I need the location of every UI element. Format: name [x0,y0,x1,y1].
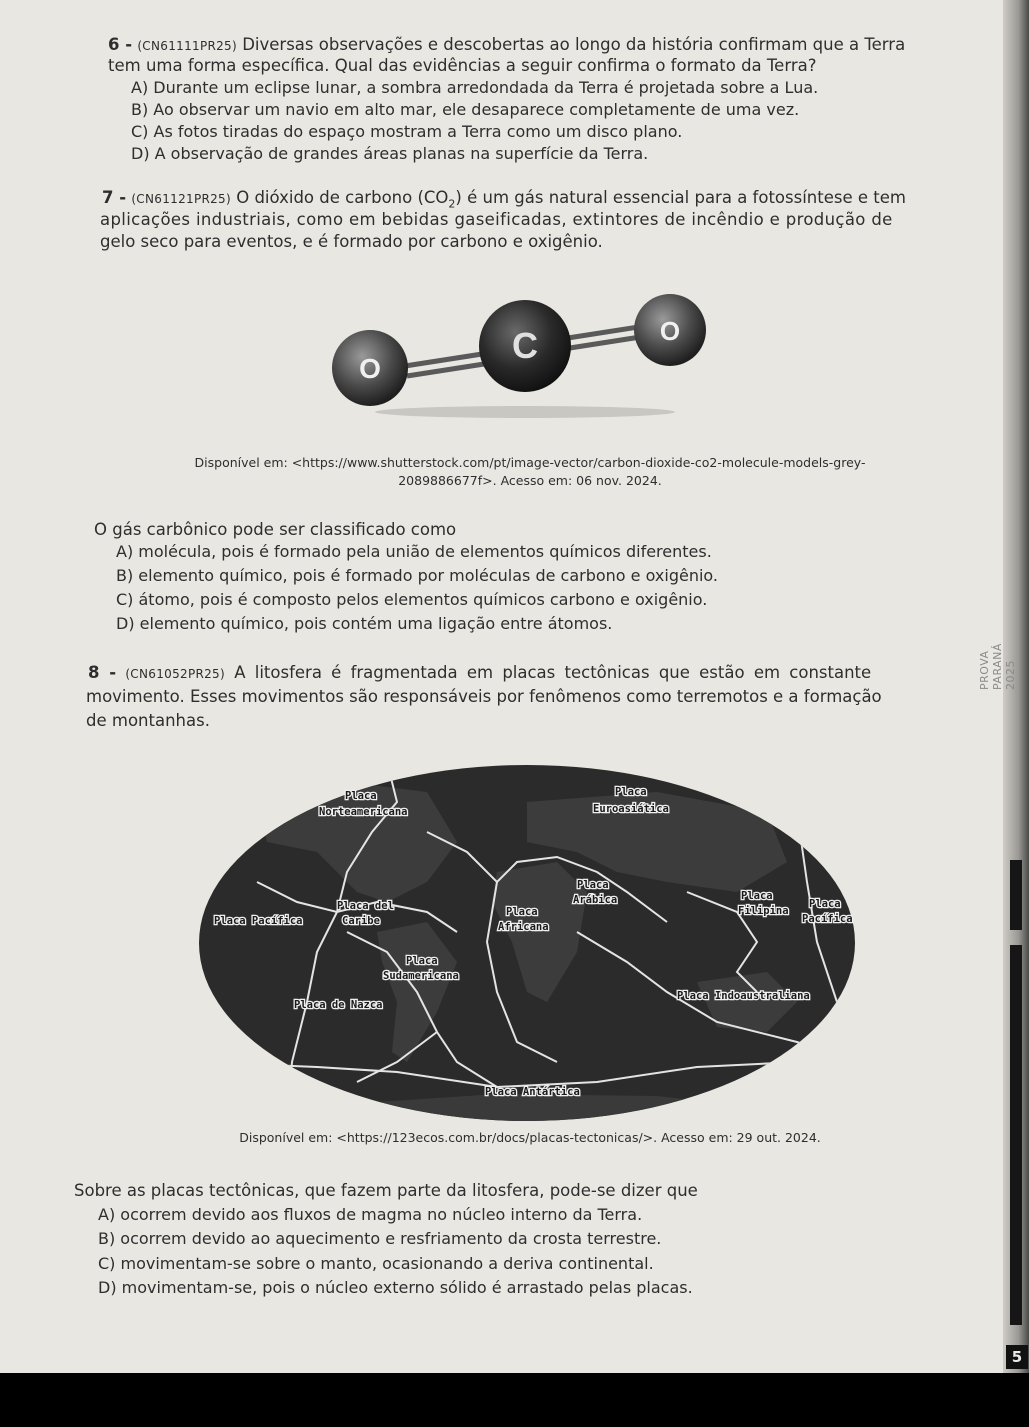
q7-source-line2: 2089886677f>. Acesso em: 06 nov. 2024. [398,473,662,488]
label-indo-australian: Placa Indoaustraliana [677,990,810,1002]
label-south-america-b: Sudamericana [383,970,459,982]
q6-option-c[interactable]: C) As fotos tiradas do espaço mostram a Terra como um disco plano. [131,122,683,141]
q7-prompt: O gás carbônico pode ser classificado como [94,520,457,539]
q7-statement-2: aplicações industriais, como em bebidas gaseificadas, extintores de incêndio e produção de [100,210,893,229]
label-philippine-b: Filipina [738,905,789,917]
q8-source: Disponível em: <https://123ecos.com.br/docs/placas-tectonicas/>. Acesso em: 29 out. 2024. [239,1130,821,1145]
q7-option-a[interactable]: A) molécula, pois é formado pela união de elementos químicos diferentes. [116,542,712,561]
label-african-a: Placa [506,906,538,918]
q6-option-a[interactable]: A) Durante um eclipse lunar, a sombra arredondada da Terra é projetada sobre a Lua. [131,78,819,97]
q7-code: (CN61121PR25) [131,192,231,206]
label-arabian-b: Arábica [573,894,618,906]
q6-number: 6 - [108,35,133,54]
bottom-dark-area [0,1373,1029,1427]
label-pacific-left: Placa Pacífica [214,915,303,927]
q8-statement-3: de montanhas. [86,711,210,730]
molecule-shadow [375,406,675,418]
q7-number: 7 - [102,188,127,207]
q7-option-b[interactable]: B) elemento químico, pois é formado por moléculas de carbono e oxigênio. [116,566,718,585]
label-arabian-a: Placa [577,879,609,891]
tectonic-plates-map [197,762,857,1124]
label-north-america-b: Norteamericana [319,806,408,818]
q8-option-d[interactable]: D) movimentam-se, pois o núcleo externo sólido é arrastado pelas placas. [98,1278,693,1297]
margin-bar-2 [1010,945,1022,1325]
carbon-label: C [512,325,538,366]
label-antarctic: Placa Antártica [485,1086,580,1098]
q7-subscript: 2 [448,197,456,211]
oxygen-left-label: O [359,353,381,384]
q8-statement-2: movimento. Esses movimentos são responsáveis por fenômenos como terremotos e a formação [86,687,882,706]
label-nazca: Placa de Nazca [294,999,383,1011]
label-caribbean-a: Placa del [337,900,394,912]
q6-option-d[interactable]: D) A observação de grandes áreas planas na superfície da Terra. [131,144,649,163]
q8-text-line1 [88,661,871,686]
label-pacific-right-b: Pacífica [802,913,853,925]
label-eurasia-b: Euroasiática [593,803,669,815]
label-north-america-a: Placa [345,790,377,802]
margin-bar-1 [1010,860,1022,930]
q8-option-b[interactable]: B) ocorrem devido ao aquecimento e resfriamento da crosta terrestre. [98,1229,662,1248]
q7-statement-1b: ) é um gás natural essencial para a fotossíntese e tem [455,188,906,207]
q6-statement-2: tem uma forma específica. Qual das evidências a seguir confirma o formato da Terra? [108,56,817,75]
label-eurasia-a: Placa [615,786,647,798]
label-african-b: Africana [498,921,549,933]
label-south-america-a: Placa [406,955,438,967]
q6-code: (CN61111PR25) [137,39,237,53]
q8-statement-1: A litosfera é fragmentada em placas tectônicas que estão em constante [234,663,872,682]
q7-option-d[interactable]: D) elemento químico, pois contém uma ligação entre átomos. [116,614,613,633]
q8-code: (CN61052PR25) [125,667,225,681]
q7-statement-1a: O dióxido de carbono (CO [236,188,449,207]
q7-option-c[interactable]: C) átomo, pois é composto pelos elementos químicos carbono e oxigênio. [116,590,708,609]
co2-molecule-image [325,292,710,422]
oxygen-right-label: O [659,316,681,346]
q8-number: 8 - [88,663,117,682]
q8-prompt: Sobre as placas tectônicas, que fazem parte da litosfera, pode-se dizer que [74,1181,698,1200]
page-number: 5 [1006,1345,1028,1369]
label-caribbean-b: Caribe [342,915,380,927]
label-philippine-a: Placa [741,890,773,902]
q7-source-line1: Disponível em: <https://www.shutterstock.com/pt/image-vector/carbon-dioxide-co2-molecule-models-grey- [194,455,866,470]
q8-option-c[interactable]: C) movimentam-se sobre o manto, ocasionando a deriva continental. [98,1254,654,1273]
q7-statement-3: gelo seco para eventos, e é formado por carbono e oxigênio. [100,232,603,251]
label-pacific-right-a: Placa [809,898,841,910]
q6-option-b[interactable]: B) Ao observar um navio em alto mar, ele desaparece completamente de uma vez. [131,100,800,119]
q6-statement-1: Diversas observações e descobertas ao longo da história confirmam que a Terra [242,35,906,54]
q8-option-a[interactable]: A) ocorrem devido aos fluxos de magma no núcleo interno da Terra. [98,1205,643,1224]
side-label: PROVA PARANÁ 2025 [978,643,1017,690]
